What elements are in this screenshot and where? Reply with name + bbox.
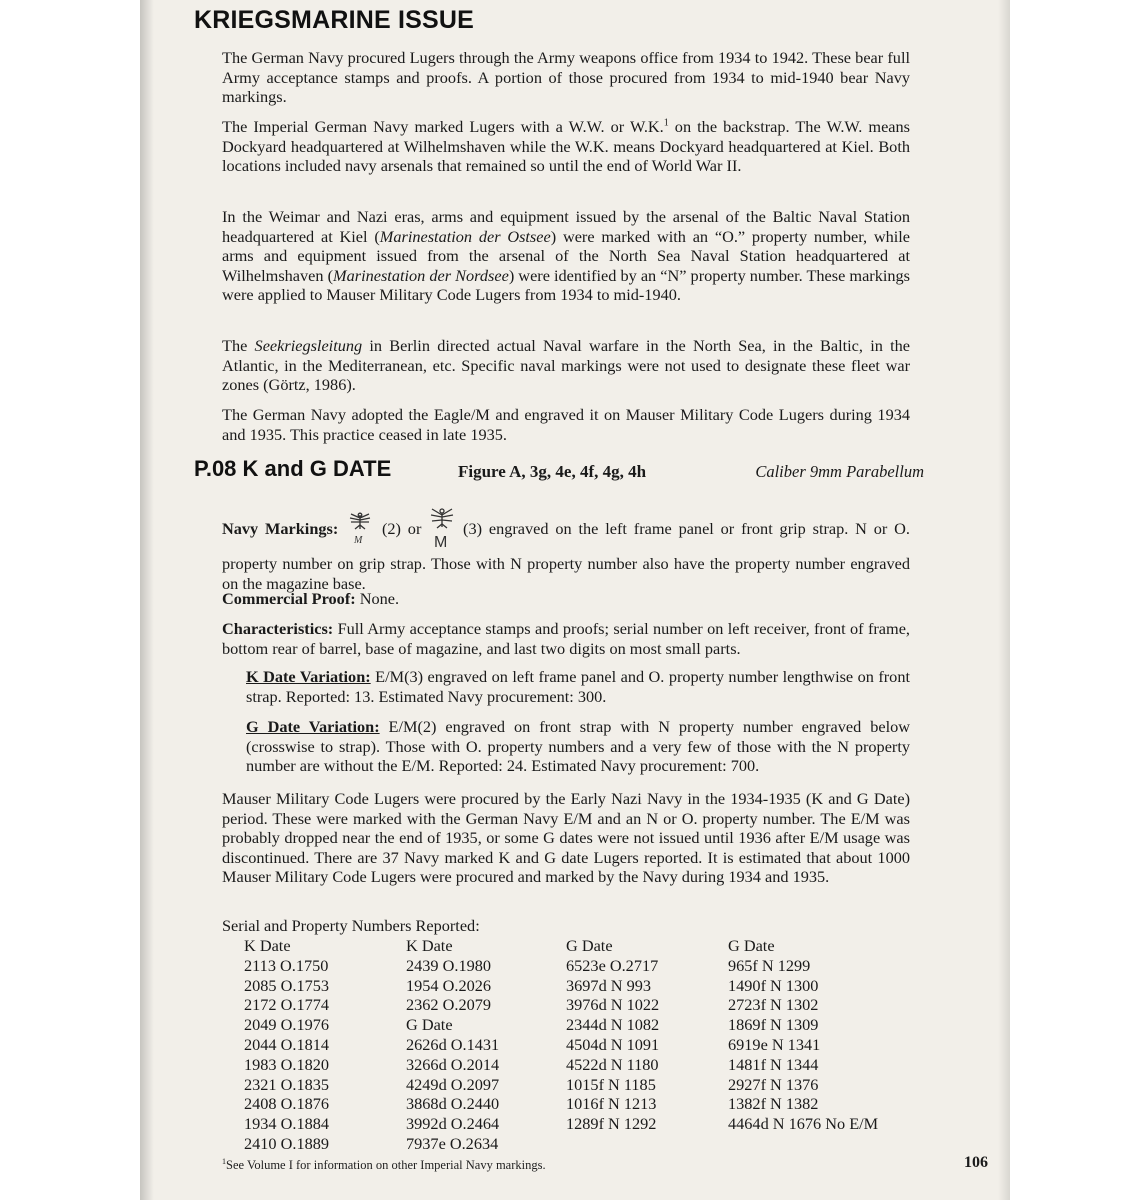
section-header — [194, 456, 924, 484]
table-cell: G Date — [406, 1015, 453, 1035]
edge-shadow — [998, 0, 1010, 1200]
table-cell: 2344d N 1082 — [566, 1015, 660, 1035]
table-cell: K Date — [244, 936, 291, 955]
table-cell: G Date — [728, 936, 775, 955]
intro-paragraph-3: In the Weimar and Nazi eras, arms and equipment issued by the arsenal of the Baltic Naval Station headquartered at Kiel (Marinestation der Ostsee) were marked with an “O.” property number, while arms and equipment issued from the arsenal of the North Sea Naval Station headquartered at Wilhelmshaven (Marinestation der Nordsee) were identified by an “N” property number. These markings were applied to Mauser Military Code Lugers from 1934 to mid-1940. — [222, 207, 911, 304]
table-cell: 2408 O.1876 — [244, 1094, 330, 1114]
table-cell: 1016f N 1213 — [566, 1094, 657, 1114]
table-cell: 4522d N 1180 — [566, 1054, 659, 1074]
g-date-variation: G Date Variation: E/M(2) engraved on front strap with N property number engraved below (crosswise to strap). Those with O. property numbers and a very few of those with the N property number are without the E/M. Reported: 24. Estimated Navy procurement: 700. — [246, 717, 910, 775]
table-caption: Serial and Property Numbers Reported: — [222, 916, 480, 935]
table-column-4 — [728, 936, 878, 1134]
eagle-m-large-icon — [428, 507, 456, 554]
table-cell: 2439 O.1980 — [406, 955, 492, 975]
table-cell: 3992d O.2464 — [406, 1114, 500, 1134]
svg-text:M: M — [354, 535, 363, 545]
commercial-proof: Commercial Proof: None. — [222, 589, 400, 608]
table-cell: 4504d N 1091 — [566, 1034, 660, 1054]
table-cell: 2113 O.1750 — [244, 955, 329, 975]
table-cell: 4249d O.2097 — [406, 1074, 500, 1094]
eagle-m-small-icon — [345, 511, 375, 550]
section-title: P.08 K and G DATE — [194, 456, 392, 481]
svg-text:M: M — [434, 534, 448, 549]
navy-markings: Navy Markings: M (2) or M (3) engraved on the left frame panel or front grip strap. N or O. property number on grip strap. Those with N property number also have the property number engraved on the magazine base. — [222, 507, 910, 594]
table-cell: 1983 O.1820 — [244, 1054, 330, 1074]
table-cell: 3868d O.2440 — [406, 1094, 500, 1114]
table-cell: 2927f N 1376 — [728, 1074, 819, 1094]
table-cell: 2723f N 1302 — [728, 995, 819, 1015]
table-cell: 6919e N 1341 — [728, 1034, 821, 1054]
intro-paragraph-1: The German Navy procured Lugers through the Army weapons office from 1934 to 1942. These bear full Army acceptance stamps and proofs. A portion of those procured from 1934 to mid-1940 bear Navy markings. — [222, 48, 910, 106]
intro-paragraph-2: The Imperial German Navy marked Lugers with a W.W. or W.K.$^1$ on the backstrap. The W.W. means Dockyard headquartered at Wilhelmshaven while the W.K. means Dockyard headquartered at Kiel. Both locations included navy arsenals that remained so until the end of World War II. — [222, 117, 910, 175]
table-cell: 1869f N 1309 — [728, 1015, 819, 1035]
page-number: 106 — [964, 1154, 988, 1171]
table-cell: 2172 O.1774 — [244, 995, 330, 1015]
table-column-1 — [244, 936, 329, 1154]
table-cell: 1490f N 1300 — [728, 975, 819, 995]
table-cell: 7937e O.2634 — [406, 1133, 499, 1153]
table-cell: K Date — [406, 936, 453, 955]
table-cell: 2410 O.1889 — [244, 1133, 330, 1153]
book-page — [140, 0, 1010, 1200]
table-cell: 2362 O.2079 — [406, 995, 492, 1015]
table-column-2 — [406, 936, 499, 1154]
table-cell: 1015f N 1185 — [566, 1074, 656, 1094]
table-cell: 1289f N 1292 — [566, 1114, 657, 1134]
table-cell: 6523e O.2717 — [566, 955, 659, 975]
table-cell: 3976d N 1022 — [566, 995, 660, 1015]
table-cell: 1934 O.1884 — [244, 1114, 330, 1134]
characteristics: Characteristics: Full Army acceptance stamps and proofs; serial number on left receiver, front of frame, bottom rear of barrel, base of magazine, and last two digits on most small parts. — [222, 619, 910, 658]
page-heading: KRIEGSMARINE ISSUE — [194, 6, 475, 34]
k-date-variation: K Date Variation: E/M(3) engraved on left frame panel and O. property number lengthwise on front strap. Reported: 13. Estimated Navy procurement: 300. — [246, 667, 910, 706]
table-cell: 3697d N 993 — [566, 975, 652, 995]
intro-paragraph-5: The German Navy adopted the Eagle/M and engraved it on Mauser Military Code Lugers during 1934 and 1935. This practice ceased in late 1935. — [222, 405, 910, 444]
table-column-3 — [566, 936, 659, 1134]
table-cell: 1382f N 1382 — [728, 1094, 819, 1114]
table-cell: 2626d O.1431 — [406, 1034, 500, 1054]
table-cell: 4464d N 1676 No E/M — [728, 1114, 879, 1134]
table-cell: 1481f N 1344 — [728, 1054, 819, 1074]
table-cell: G Date — [566, 936, 613, 955]
summary-paragraph: Mauser Military Code Lugers were procured by the Early Nazi Navy in the 1934-1935 (K and G Date) period. These were marked with the German Navy E/M and an N or O. property number. The E/M was probably dropped near the end of 1935, or some G dates were not issued until 1936 after E/M usage was discontinued. There are 37 Navy marked K and G date Lugers reported. It is estimated that about 1000 Mauser Military Code Lugers were procured and marked by the Navy during 1934 and 1935. — [222, 789, 910, 886]
table-cell: 965f N 1299 — [728, 955, 811, 975]
section-caliber: Caliber 9mm Parabellum — [755, 462, 924, 481]
table-cell: 2044 O.1814 — [244, 1034, 330, 1054]
table-cell: 1954 O.2026 — [406, 975, 492, 995]
table-cell: 2085 O.1753 — [244, 975, 330, 995]
footnote: $^1$See Volume I for information on other Imperial Navy markings. — [222, 1157, 546, 1173]
intro-paragraph-4: The Seekriegsleitung in Berlin directed actual Naval warfare in the North Sea, in the Baltic, in the Atlantic, in the Mediterranean, etc. Specific naval markings were not used to designate these fleet war zones (Görtz, 1986). — [222, 336, 910, 394]
table-cell: 3266d O.2014 — [406, 1054, 500, 1074]
table-cell: 2049 O.1976 — [244, 1015, 330, 1035]
footnote-marker: 1 — [663, 117, 669, 129]
table-cell: 2321 O.1835 — [244, 1074, 330, 1094]
section-figures: Figure A, 3g, 4e, 4f, 4g, 4h — [458, 462, 647, 481]
gutter-shadow — [140, 0, 154, 1200]
